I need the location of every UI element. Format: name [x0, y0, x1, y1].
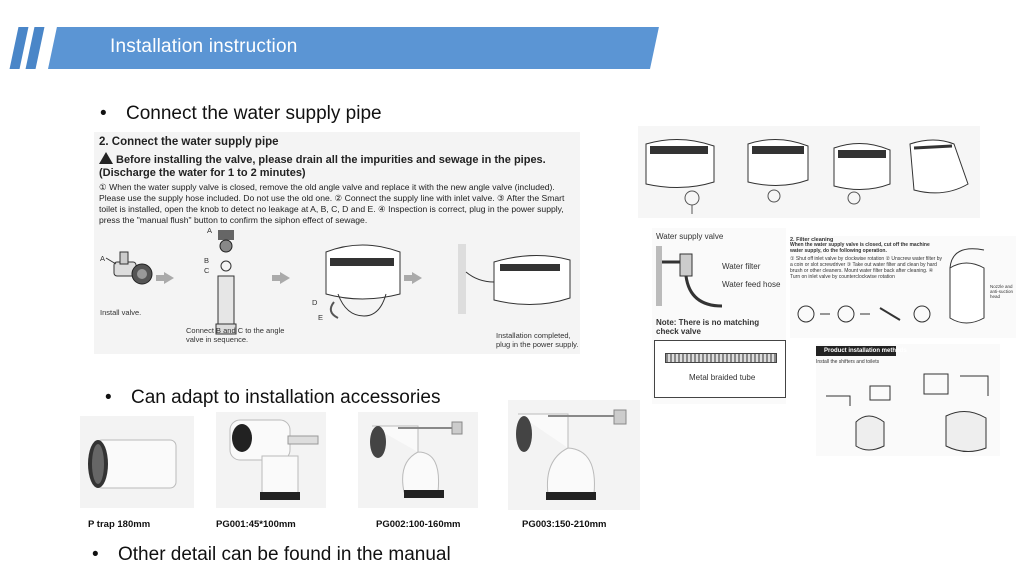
letter-a2: A — [207, 226, 213, 235]
letter-c: C — [204, 266, 210, 275]
installed-toilet-illustration — [454, 242, 574, 322]
page-title: Installation instruction — [110, 36, 298, 57]
letter-e: E — [318, 313, 324, 322]
arrow-2 — [280, 272, 290, 284]
accessory-image-pg002 — [358, 412, 478, 508]
toilet-view-1 — [642, 132, 718, 216]
filter-cleaning-steps: ① Shut off inlet valve by clockwise rotation ② Unscrew water filter by a coin or slot screwdriver ③ Take out water filter and clean by hard brush or other cleaners. Mount water filter back after cleaning. ④ Turn on inlet valve by counterclockwise rotation — [790, 256, 942, 280]
no-check-valve-note: Note: There is no matching check valve — [656, 318, 760, 336]
instruction-warning — [99, 152, 577, 180]
bullet-manual — [92, 544, 451, 566]
instruction-panel — [94, 132, 580, 354]
instruction-steps: ① When the water supply valve is closed, remove the old angle valve and replace it with the new angle valve (included). Please use the supply hose included. Do not use the old one. ② Connect the supply line with inlet valve. ③ After the Smart toilet is installed, open the knob to detect no leakage at A, B, C, D and E. ④ Inspection is correct, plug in the power supply, press the "manual flush" button to confirm the siphon effect of sewage. — [99, 182, 565, 225]
bullet-adapt-text: Can adapt to installation accessories — [131, 387, 441, 408]
accessory-label-pg002: PG002:100-160mm — [376, 519, 461, 530]
toilet-view-4 — [904, 134, 974, 210]
water-supply-panel — [652, 228, 786, 404]
pg002-icon — [358, 412, 478, 508]
banner-stripe-2 — [26, 27, 45, 69]
install-valve-illustration — [102, 244, 162, 304]
bullet-adapt — [105, 387, 440, 409]
accessory-image-p-trap — [80, 416, 194, 508]
accessory-label-p-trap: P trap 180mm — [88, 519, 151, 530]
pg001-icon — [216, 412, 326, 508]
bullet-manual-text: Other detail can be found in the manual — [118, 544, 451, 565]
accessory-image-pg001 — [216, 412, 326, 508]
metal-tube-label: Metal braided tube — [689, 373, 756, 382]
water-feed-hose-label: Water feed hose — [722, 280, 781, 289]
bullet-connect-text: Connect the water supply pipe — [126, 103, 382, 124]
accessory-image-pg003 — [508, 400, 640, 510]
arrow-1 — [164, 272, 174, 284]
pg003-icon — [508, 400, 640, 510]
water-filter-illustration — [656, 246, 726, 316]
accessory-label-pg001: PG001:45*100mm — [216, 519, 296, 530]
accessory-label-pg003: PG003:150-210mm — [522, 519, 607, 530]
filter-steps-illustration — [792, 296, 942, 334]
letter-d: D — [312, 298, 318, 307]
warning-text: Before installing the valve, please drain all the impurities and sewage in the pipes. (Discharge the water for 1 to 2 minutes) — [99, 154, 546, 179]
installation-method-diagrams — [820, 366, 996, 454]
bullet-dot: • — [92, 544, 99, 565]
banner-stripe-1 — [10, 27, 29, 69]
filter-cleaning-panel — [790, 236, 1016, 338]
toilet-view-3 — [830, 136, 894, 216]
toilet-connection-illustration — [316, 232, 408, 322]
toilet-view-2 — [744, 132, 812, 216]
caption-install-valve: Install valve. — [100, 308, 142, 317]
metal-tube-box — [654, 340, 786, 398]
filter-cleaning-intro: When the water supply valve is closed, cut off the machine water supply, do the following operation. — [790, 242, 930, 254]
bullet-connect — [100, 103, 382, 125]
nozzle-label: Nozzle and anti-suction head — [990, 284, 1014, 299]
water-supply-valve-label: Water supply valve — [656, 232, 724, 241]
metal-tube-graphic — [665, 353, 777, 363]
toilet-views-panel — [638, 126, 980, 218]
product-methods-panel — [816, 344, 1000, 456]
bullet-dot: • — [105, 387, 112, 408]
water-filter-label: Water filter — [722, 262, 761, 271]
letter-b: B — [204, 256, 210, 265]
product-methods-title: Product installation methods — [824, 348, 907, 354]
bullet-dot: • — [100, 103, 107, 124]
shifters-label: Install the shifters and toilets — [816, 359, 880, 365]
caption-installation-completed: Installation completed, plug in the power supply. — [496, 331, 579, 349]
warning-icon — [99, 152, 113, 164]
letter-a1: A — [100, 254, 106, 263]
instruction-heading: 2. Connect the water supply pipe — [99, 136, 279, 148]
p-trap-icon — [80, 416, 194, 508]
caption-connect: Connect B and C to the angle valve in sequence. — [186, 326, 285, 344]
nozzle-toilet-illustration — [944, 238, 988, 334]
filter-cleaning-heading: 2. Filter cleaning — [790, 237, 834, 243]
arrow-3 — [412, 272, 422, 284]
